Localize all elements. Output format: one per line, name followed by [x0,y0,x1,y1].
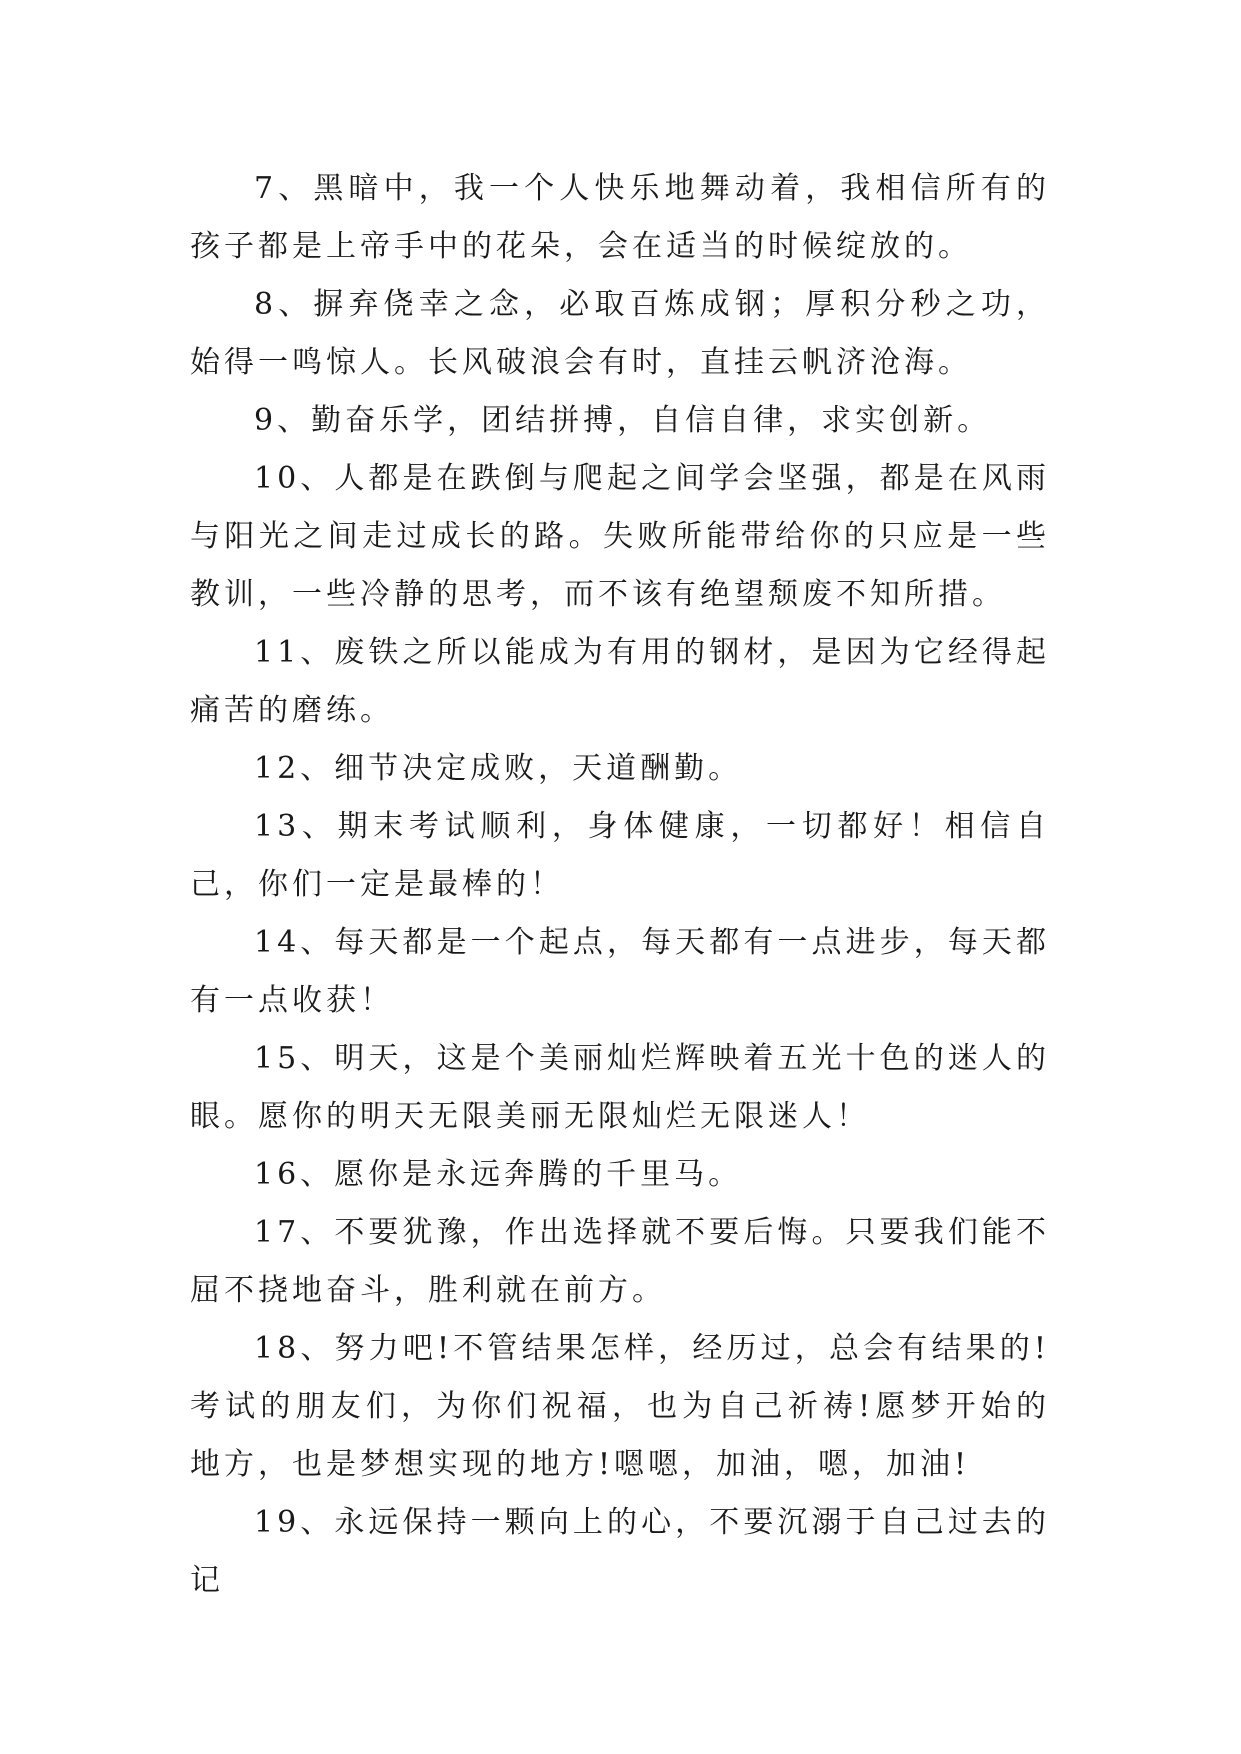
paragraph-11: 11、废铁之所以能成为有用的钢材，是因为它经得起痛苦的磨练。 [190,635,1050,728]
paragraph-17: 17、不要犹豫，作出选择就不要后悔。只要我们能不屈不挠地奋斗，胜利就在前方。 [190,1215,1050,1308]
document-page [190,160,1050,1610]
paragraph-16: 16、愿你是永远奔腾的千里马。 [254,1157,743,1192]
paragraph-8: 8、摒弃侥幸之念，必取百炼成钢；厚积分秒之功，始得一鸣惊人。长风破浪会有时，直挂云帆济沧海。 [190,287,1050,380]
paragraph-14: 14、每天都是一个起点，每天都有一点进步，每天都有一点收获！ [190,925,1050,1018]
paragraph-12: 12、细节决定成败，天道酬勤。 [254,751,743,786]
paragraph-18: 18、努力吧!不管结果怎样，经历过，总会有结果的!考试的朋友们，为你们祝福，也为自己祈祷!愿梦开始的地方，也是梦想实现的地方!嗯嗯，加油，嗯，加油! [190,1331,1050,1482]
paragraph-15: 15、明天，这是个美丽灿烂辉映着五光十色的迷人的眼。愿你的明天无限美丽无限灿烂无限迷人！ [190,1041,1050,1134]
paragraph-19: 19、永远保持一颗向上的心，不要沉溺于自己过去的记 [190,1505,1050,1598]
paragraph-13: 13、期末考试顺利，身体健康，一切都好！相信自己，你们一定是最棒的！ [190,809,1050,902]
paragraph-7: 7、黑暗中，我一个人快乐地舞动着，我相信所有的孩子都是上帝手中的花朵，会在适当的时候绽放的。 [190,171,1050,264]
paragraph-10: 10、人都是在跌倒与爬起之间学会坚强，都是在风雨与阳光之间走过成长的路。失败所能带给你的只应是一些教训，一些冷静的思考，而不该有绝望颓废不知所措。 [190,461,1050,612]
paragraph-9: 9、勤奋乐学，团结拼搏，自信自律，求实创新。 [254,403,992,438]
